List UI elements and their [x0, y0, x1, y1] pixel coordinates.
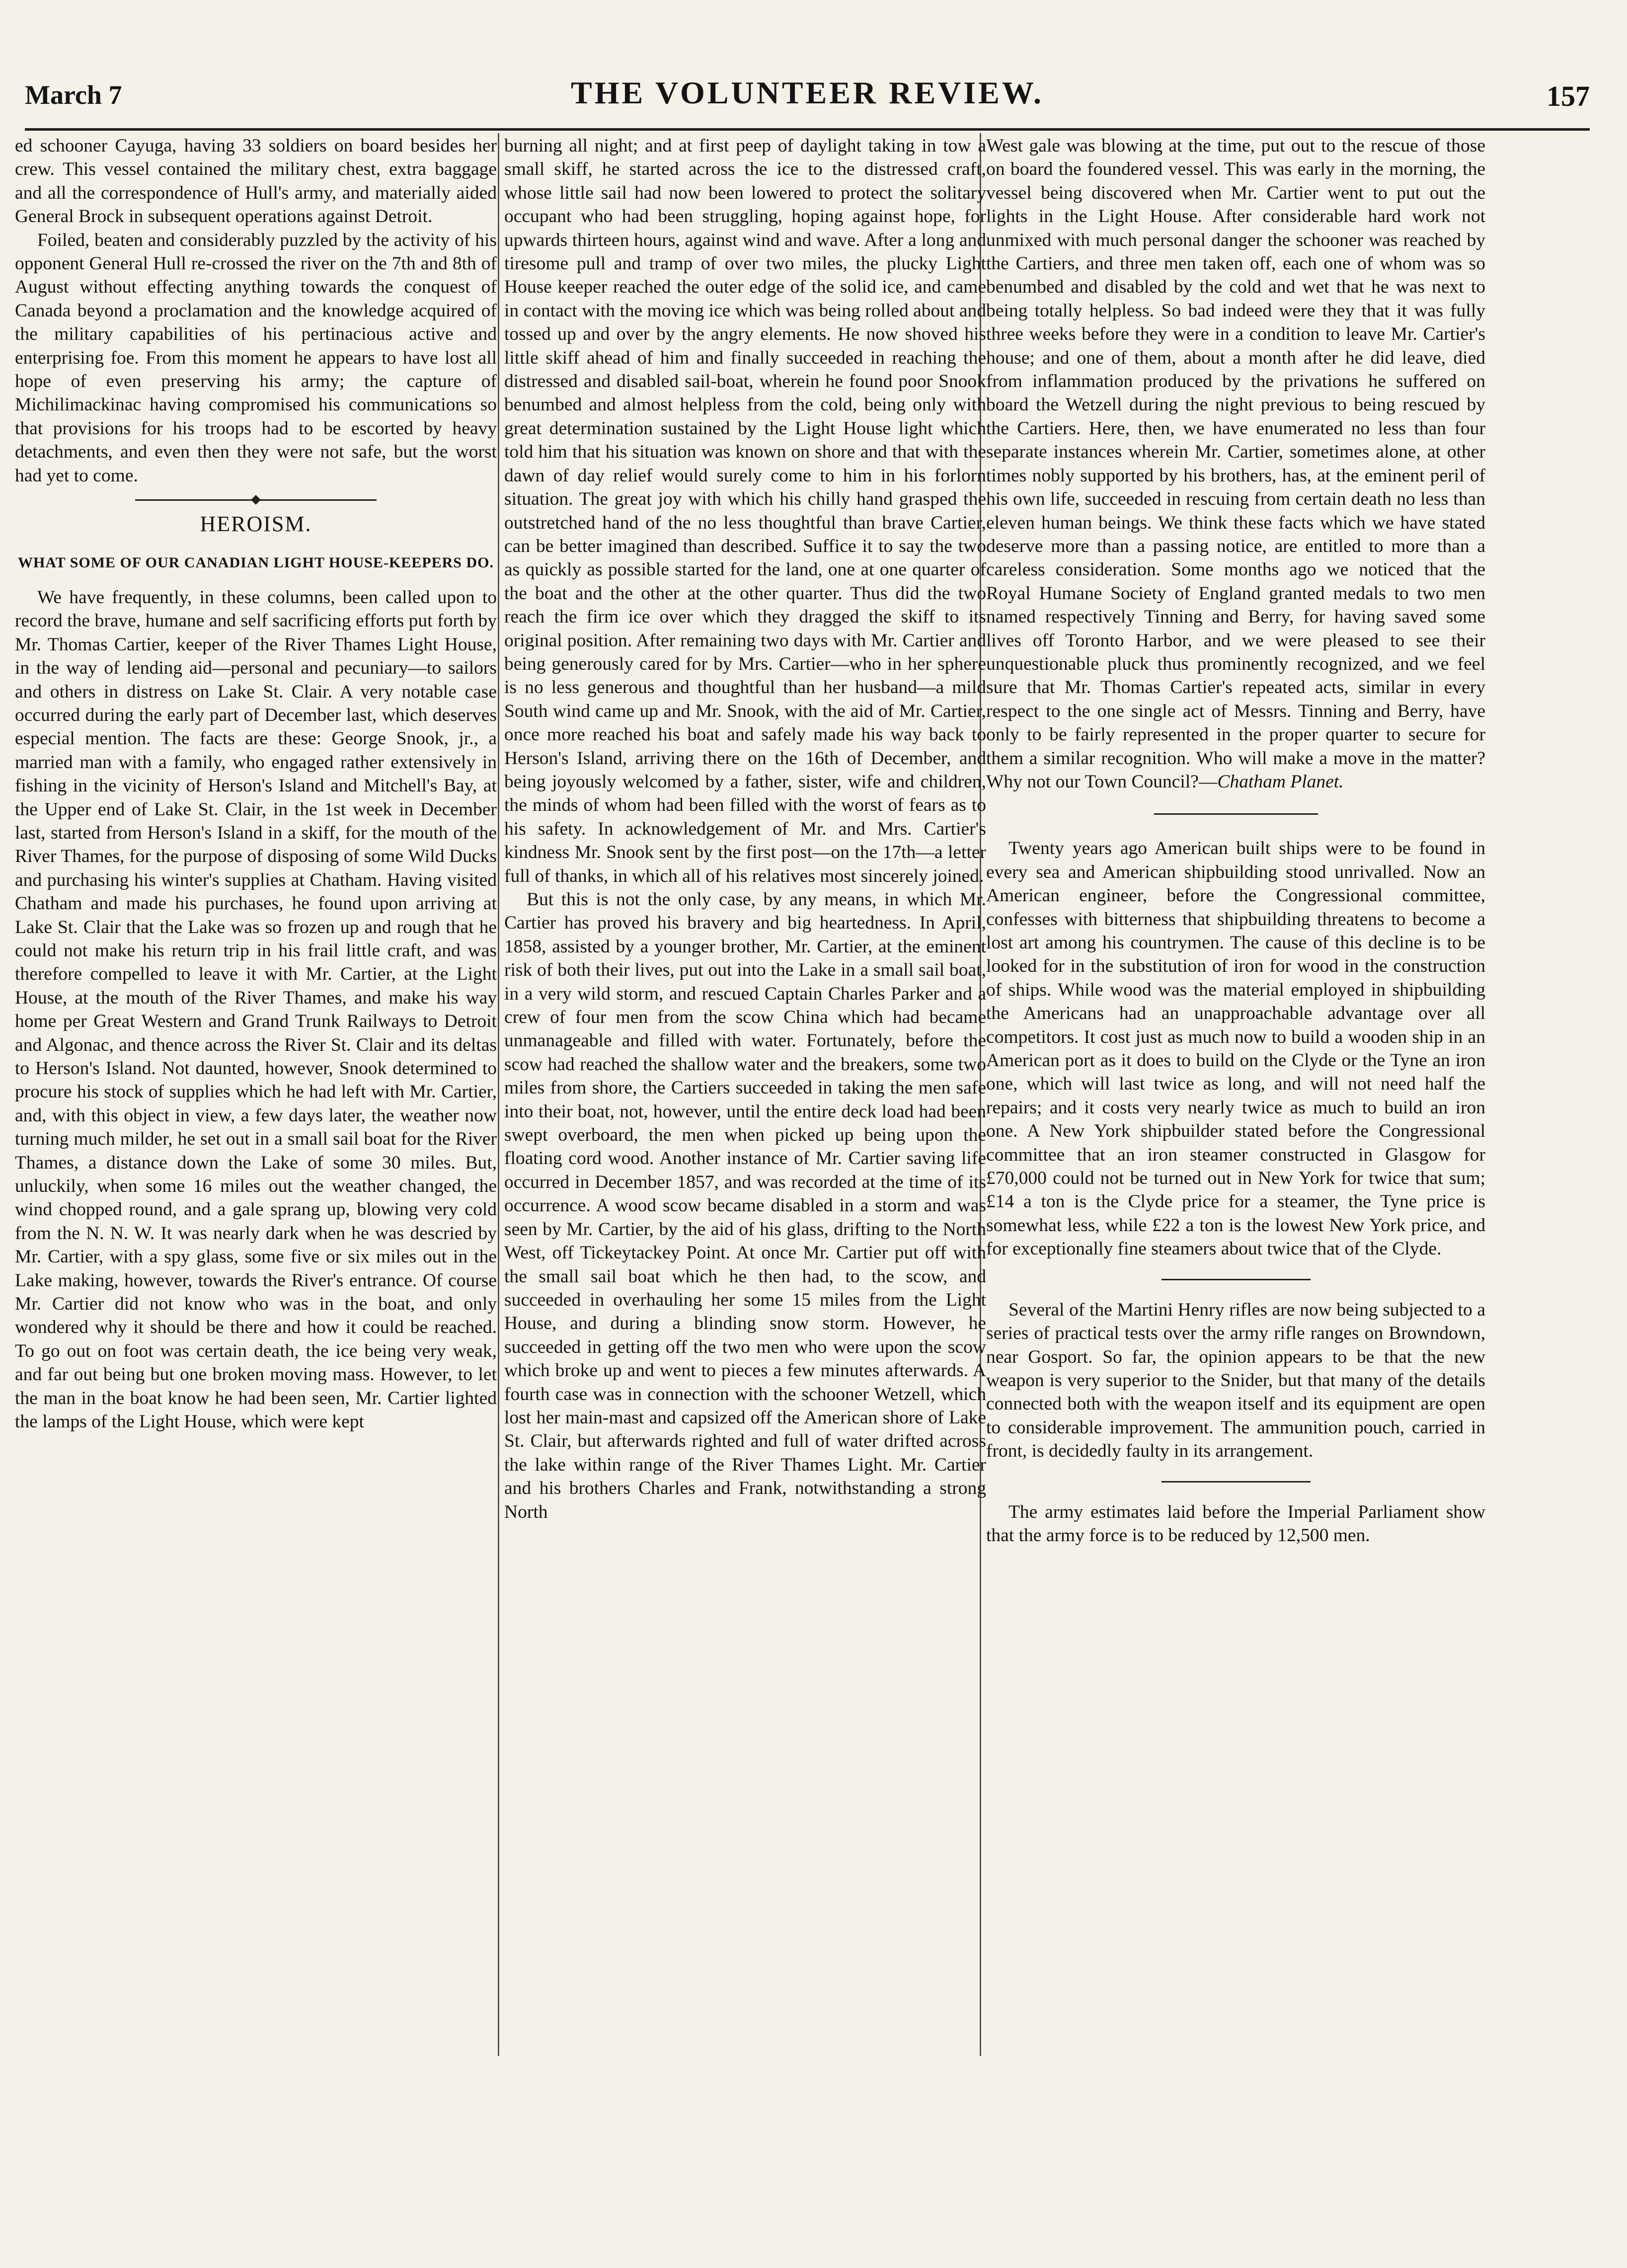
column-separator	[498, 133, 499, 2056]
article-text: West gale was blowing at the time, put out to the rescue of those on board the foundered vessel. This was early in the morning, the vessel being discovered when Mr. Cartier went to put out the lights in the Light House. After considerable hard work not unmixed with much personal danger the schooner was reached by the Cartiers, and three men taken off, each one of whom was so benumbed and disabled by the cold and wet that he was next to being totally helpless. So bad indeed were they that it was fully three weeks before they were in a condition to leave Mr. Cartier's house; and one of them, about a month after he did leave, died from inflammation produced by the privations he suffered on board the Wetzell during the night previous to being rescued by the Cartiers. Here, then, we have enumerated no less than four separate instances wherein Mr. Cartier, sometimes alone, at other times nobly supported by his brothers, has, at the eminent peril of his own life, succeeded in rescuing from certain death no less than eleven human beings. We think these facts which we have stated deserve more than a passing notice, are entitled to more than a careless consideration. Some months ago we noticed that the Royal Humane Society of England granted medals to two men named respectively Tinning and Berry, for having saved some lives off Toronto Harbor, and we were pleased to see their unquestionable pluck thus prominently recognized, and we feel sure that Mr. Thomas Cartier's repeated acts, similar in every respect to the one single act of Messrs. Tinning and Berry, have only to be fairly represented in the proper quarter to secure for them a similar recognition. Who will make a move in the matter? Why not our Town Council?—	[986, 136, 1485, 792]
article-continuation: burning all night; and at first peep of daylight taking in tow a small skiff, he started across the ice to the distressed craft, whose little sail had now been lowered to protect the solitary occupant who had been struggling, hoping against hope, for upwards thirteen hours, against wind and wave. After a long and tiresome pull and tramp of over two miles, the plucky Light House keeper reached the outer edge of the solid ice, and came in contact with the moving ice which was being rolled about and tossed up and over by the angry elements. He now shoved his little skiff ahead of him and finally succeeded in reaching the distressed and disabled sail-boat, wherein he found poor Snook benumbed and almost helpless from the cold, being only with great determination sustained by the Light House light which told him that his situation was known on shore and that with the dawn of day relief would surely come to him in his forlorn situation. The great joy with which his chilly hand grasped the outstretched hand of the no less thoughtful than brave Cartier, can be better imagined than described. Suffice it to say the two as quickly as possible started for the land, one at one quarter of the boat and the other at the other quarter. Thus did the two reach the firm ice over which they dragged the skiff to its original position. After remaining two days with Mr. Cartier and being generously cared for by Mrs. Cartier—who in her sphere is no less generous and thoughtful than her husband—a mild South wind came up and Mr. Snook, with the aid of Mr. Cartier, once more reached his boat and safely made his way back to Herson's Island, arriving there on the 16th of December, and being joyously welcomed by a father, sister, wife and children, the minds of whom had been filled with the worst of fears as to his safety. In acknowledgement of Mr. and Mrs. Cartier's kindness Mr. Snook sent by the first post—on the 17th—a letter full of thanks, in which all of his relatives most sincerely joined.	[504, 136, 986, 886]
column-1	[15, 134, 497, 2191]
column-3	[986, 134, 1485, 2191]
section-rule	[1162, 1279, 1311, 1280]
publication-title: THE VOLUNTEER REVIEW.	[571, 75, 1044, 110]
article-paragraph: Several of the Martini Henry rifles are now being subjected to a series of practical tests over the army rifle ranges on Browndown, near Gosport. So far, the opinion appears to be that the new weapon is very superior to the Snider, but that many of the details connected both with the weapon itself and its equipment are open to considerable improvement. The ammunition pouch, carried in front, is decidedly faulty in its arrangement.	[986, 1299, 1485, 1462]
issue-date: March 7	[25, 80, 122, 110]
section-divider	[15, 496, 497, 503]
article-subheading: WHAT SOME OF OUR CANADIAN LIGHT HOUSE-KEEPERS DO.	[17, 554, 494, 571]
source-credit: Chatham Planet.	[1217, 771, 1344, 792]
article-continuation: ed schooner Cayuga, having 33 soldiers on board besides her crew. This vessel contained the military chest, extra baggage and all the correspondence of Hull's army, and materially aided General Brock in subsequent operations against Detroit.	[15, 136, 497, 227]
article-paragraph: The army estimates laid before the Imperial Parliament show that the army force is to be reduced by 12,500 men.	[986, 1501, 1485, 1546]
article-continuation	[986, 134, 1485, 793]
article-paragraph: Twenty years ago American built ships were to be found in every sea and American shipbuilding stood unrivalled. Now an American engineer, before the Congressional committee, confesses with bitterness that shipbuilding threatens to become a lost art among his countrymen. The cause of this decline is to be looked for in the substitution of iron for wood in the construction of ships. While wood was the material employed in shipbuilding the Americans had an unapproachable advantage over all competitors. It cost just as much now to build a wooden ship in an American port as it does to build on the Clyde or the Tyne an iron one, which will last twice as long, and will not need half the repairs; and it costs very nearly twice as much to build an iron one. A New York shipbuilder stated before the Congressional committee that an iron steamer constructed in Glasgow for £70,000 could not be turned out in New York for twice that sum; £14 a ton is the Clyde price for a steamer, the Tyne price is somewhat less, while £22 a ton is the lowest New York price, and for exceptionally fine steamers about twice that of the Clyde.	[986, 838, 1485, 1259]
article-paragraph: We have frequently, in these columns, been called upon to record the brave, humane and self sacrificing efforts put forth by Mr. Thomas Cartier, keeper of the River Thames Light House, in the way of lending aid—personal and pecuniary—to sailors and others in distress on Lake St. Clair. A very notable case occurred during the early part of December last, which deserves especial mention. The facts are these: George Snook, jr., a married man with a family, who engaged rather extensively in fishing in the vicinity of Herson's Island and Mitchell's Bay, at the Upper end of Lake St. Clair, in the 1st week in December last, started from Herson's Island in a skiff, for the mouth of the River Thames, for the purpose of disposing of some Wild Ducks and purchasing his winter's supplies at Chatham. Having visited Chatham and made his purchases, he found upon arriving at Lake St. Clair that the Lake was so frozen up and rough that he could not make his return trip in his frail little craft, and was therefore compelled to leave it with Mr. Cartier, at the Light House, at the mouth of the River Thames, and make his way home per Great Western and Grand Trunk Railways to Detroit and Algonac, and thence across the River St. Clair and its deltas to Herson's Island. Not daunted, however, Snook determined to procure his stock of supplies which he had left with Mr. Cartier, and, with this object in view, a few days later, the weather now turning much milder, he set out in a small sail boat for the River Thames, a distance down the Lake of some 30 miles. But, unluckily, when some 16 miles out the weather changed, the wind chopped round, and a gale sprang up, blowing very cold from the N. N. W. It was nearly dark when he was descried by Mr. Cartier, with a spy glass, some five or six miles out in the Lake making, however, towards the River's entrance. Of course Mr. Cartier did not know who was in the boat, and only wondered why it should be there and how it could be reached. To go out on foot was certain death, the ice being very weak, and far out being but one broken moving mass. However, to let the man in the boat know he had been seen, Mr. Cartier lighted the lamps of the Light House, which were kept	[15, 587, 497, 1432]
article-paragraph: Foiled, beaten and considerably puzzled by the activity of his opponent General Hull re-crossed the river on the 7th and 8th of August without effecting anything towards the conquest of Canada beyond a proclamation and the knowledge acquired of the military capabilities of his pertinacious active and enterprising foe. From this moment he appears to have lost all hope of even preserving his army; the capture of Michilimackinac having compromised his communications so that provisions for his troops had to be escorted by heavy detachments, and even then they were not safe, but the worst had yet to come.	[15, 230, 497, 486]
section-rule	[1154, 813, 1318, 815]
page-number: 157	[1547, 80, 1590, 112]
article-paragraph: But this is not the only case, by any means, in which Mr. Cartier has proved his bravery and big heartedness. In April, 1858, assisted by a younger brother, Mr. Cartier, at the eminent risk of both their lives, put out into the Lake in a small sail boat, in a very wild storm, and rescued Captain Charles Parker and a crew of four men from the scow China which had became unmanageable and filled with water. Fortunately, before the scow had reached the shallow water and the breakers, some two miles from shore, the Cartiers succeeded in taking the men safe into their boat, not, however, until the entire deck load had been swept overboard, the men when picked up being upon the floating cord wood. Another instance of Mr. Cartier saving life occurred in December 1857, and was recorded at the time of its occurrence. A wood scow became disabled in a storm and was seen by Mr. Cartier, by the aid of his glass, drifting to the North West, off Tickeytackey Point. At once Mr. Cartier put off with the small sail boat which he then had, to the scow, and succeeded in overhauling her some 15 miles from the Light House, and during a blinding snow storm. However, he succeeded in getting off the two men who were upon the scow which broke up and went to pieces a few minutes afterwards. A fourth case was in connection with the schooner Wetzell, which lost her main-mast and capsized off the American shore of Lake St. Clair, but afterwards righted and full of water drifted across the lake within range of the River Thames Light. Mr. Cartier and his brothers Charles and Frank, notwithstanding a strong North	[504, 889, 986, 1522]
section-rule	[1162, 1481, 1311, 1483]
column-2	[504, 134, 986, 2191]
article-heading: HEROISM.	[200, 512, 312, 537]
header-rule	[25, 128, 1590, 131]
page-header	[25, 75, 1590, 124]
